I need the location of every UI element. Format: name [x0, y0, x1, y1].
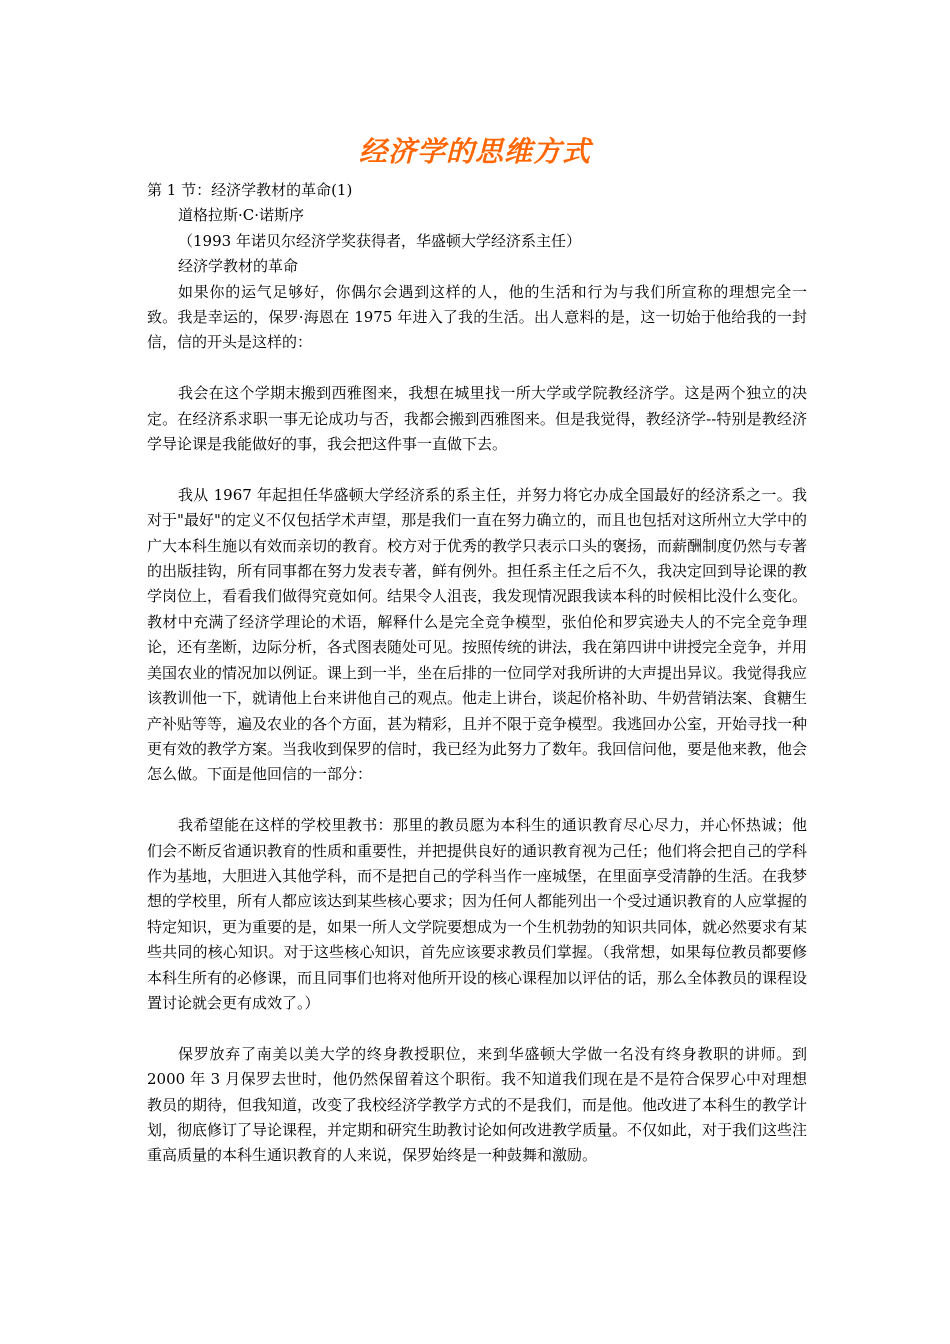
paragraph-spacer [147, 356, 807, 381]
paragraph-1: 如果你的运气足够好，你偶尔会遇到这样的人，他的生活和行为与我们所宣称的理想完全一致。我是幸运的，保罗·海恩在 1975 年进入了我的生活。出人意料的是，这一切始于他给我的一封信，信的开头是这样的： [147, 282, 807, 352]
document-title: 经济学的思维方式 [358, 135, 591, 168]
author-note: （1993 年诺贝尔经济学奖获得者，华盛顿大学经济系主任） [178, 231, 581, 250]
paragraph-4: 我希望能在这样的学校里教书：那里的教员愿为本科生的通识教育尽心尽力，并心怀热诚；他们会不断反省通识教育的性质和重要性，并把提供良好的通识教育视为己任；他们将会把自己的学科作为基地，大胆进入其他学科，而不是把自己的学科当作一座城堡，在里面享受清静的生活。在我梦想的学校里，所有人都应该达到某些核心要求；因为任何人都能列出一个受过通识教育的人应掌握的特定知识，更为重要的是，如果一所人文学院要想成为一个生机勃勃的知识共同体，就必然要求有某些共同的核心知识。对于这些核心知识，首先应该要求教员们掌握。（我常想，如果每位教员都要修本科生所有的必修课，而且同事们也将对他所开设的核心课程加以评估的话，那么全体教员的课程设置讨论就会更有成效了。） [147, 816, 808, 1012]
paragraph-spacer [147, 457, 807, 482]
section-heading: 第 1 节：经济学教材的革命(1) [147, 181, 353, 199]
document-body [147, 178, 807, 1169]
paragraph-5: 保罗放弃了南美以美大学的终身教授职位，来到华盛顿大学做一名没有终身教职的讲师。到 2000 年 3 月保罗去世时，他仍然保留着这个职衔。我不知道我们现在是不是符合保罗心中对理想教员的期待，但我知道，改变了我校经济学教学方式的不是我们，而是他。他改进了本科生的教学计划，彻底修订了导论课程，并定期和研究生助教讨论如何改进教学质量。不仅如此，对于我们这些注重高质量的本科生通识教育的人来说，保罗始终是一种鼓舞和激励。 [147, 1044, 808, 1165]
paragraph-2: 我会在这个学期末搬到西雅图来，我想在城里找一所大学或学院教经济学。这是两个独立的决定。在经济系求职一事无论成功与否，我都会搬到西雅图来。但是我觉得，教经济学--特别是教经济学导论课是我能做好的事，我会把这件事一直做下去。 [147, 384, 807, 454]
author-line: 道格拉斯·C·诺斯序 [178, 206, 305, 225]
paragraph-3: 我从 1967 年起担任华盛顿大学经济系的系主任，并努力将它办成全国最好的经济系之一。我对于"最好"的定义不仅包括学术声望，那是我们一直在努力确立的，而且也包括对这所州立大学中的广大本科生施以有效而亲切的教育。校方对于优秀的教学只表示口头的褒扬，而薪酬制度仍然与专著的出版挂钩，所有同事都在努力发表专著，鲜有例外。担任系主任之后不久，我决定回到导论课的教学岗位上，看看我们做得究竟如何。结果令人沮丧，我发现情况跟我读本科的时候相比没什么变化。教材中充满了经济学理论的术语，解释什么是完全竞争模型，张伯伦和罗宾逊夫人的不完全竞争理论，还有垄断，边际分析，各式图表随处可见。按照传统的讲法，我在第四讲中讲授完全竞争，并用美国农业的情况加以例证。课上到一半，坐在后排的一位同学对我所讲的大声提出异议。我觉得我应该教训他一下，就请他上台来讲他自己的观点。他走上讲台，谈起价格补助、牛奶营销法案、食糖生产补贴等等，遍及农业的各个方面，甚为精彩，且并不限于竞争模型。我逃回办公室，开始寻找一种更有效的教学方案。当我收到保罗的信时，我已经为此努力了数年。我回信问他，要是他来教，他会怎么做。下面是他回信的一部分： [147, 485, 808, 784]
paragraph-spacer [147, 788, 807, 813]
paragraph-spacer [147, 1016, 807, 1041]
subtitle: 经济学教材的革命 [178, 257, 299, 276]
